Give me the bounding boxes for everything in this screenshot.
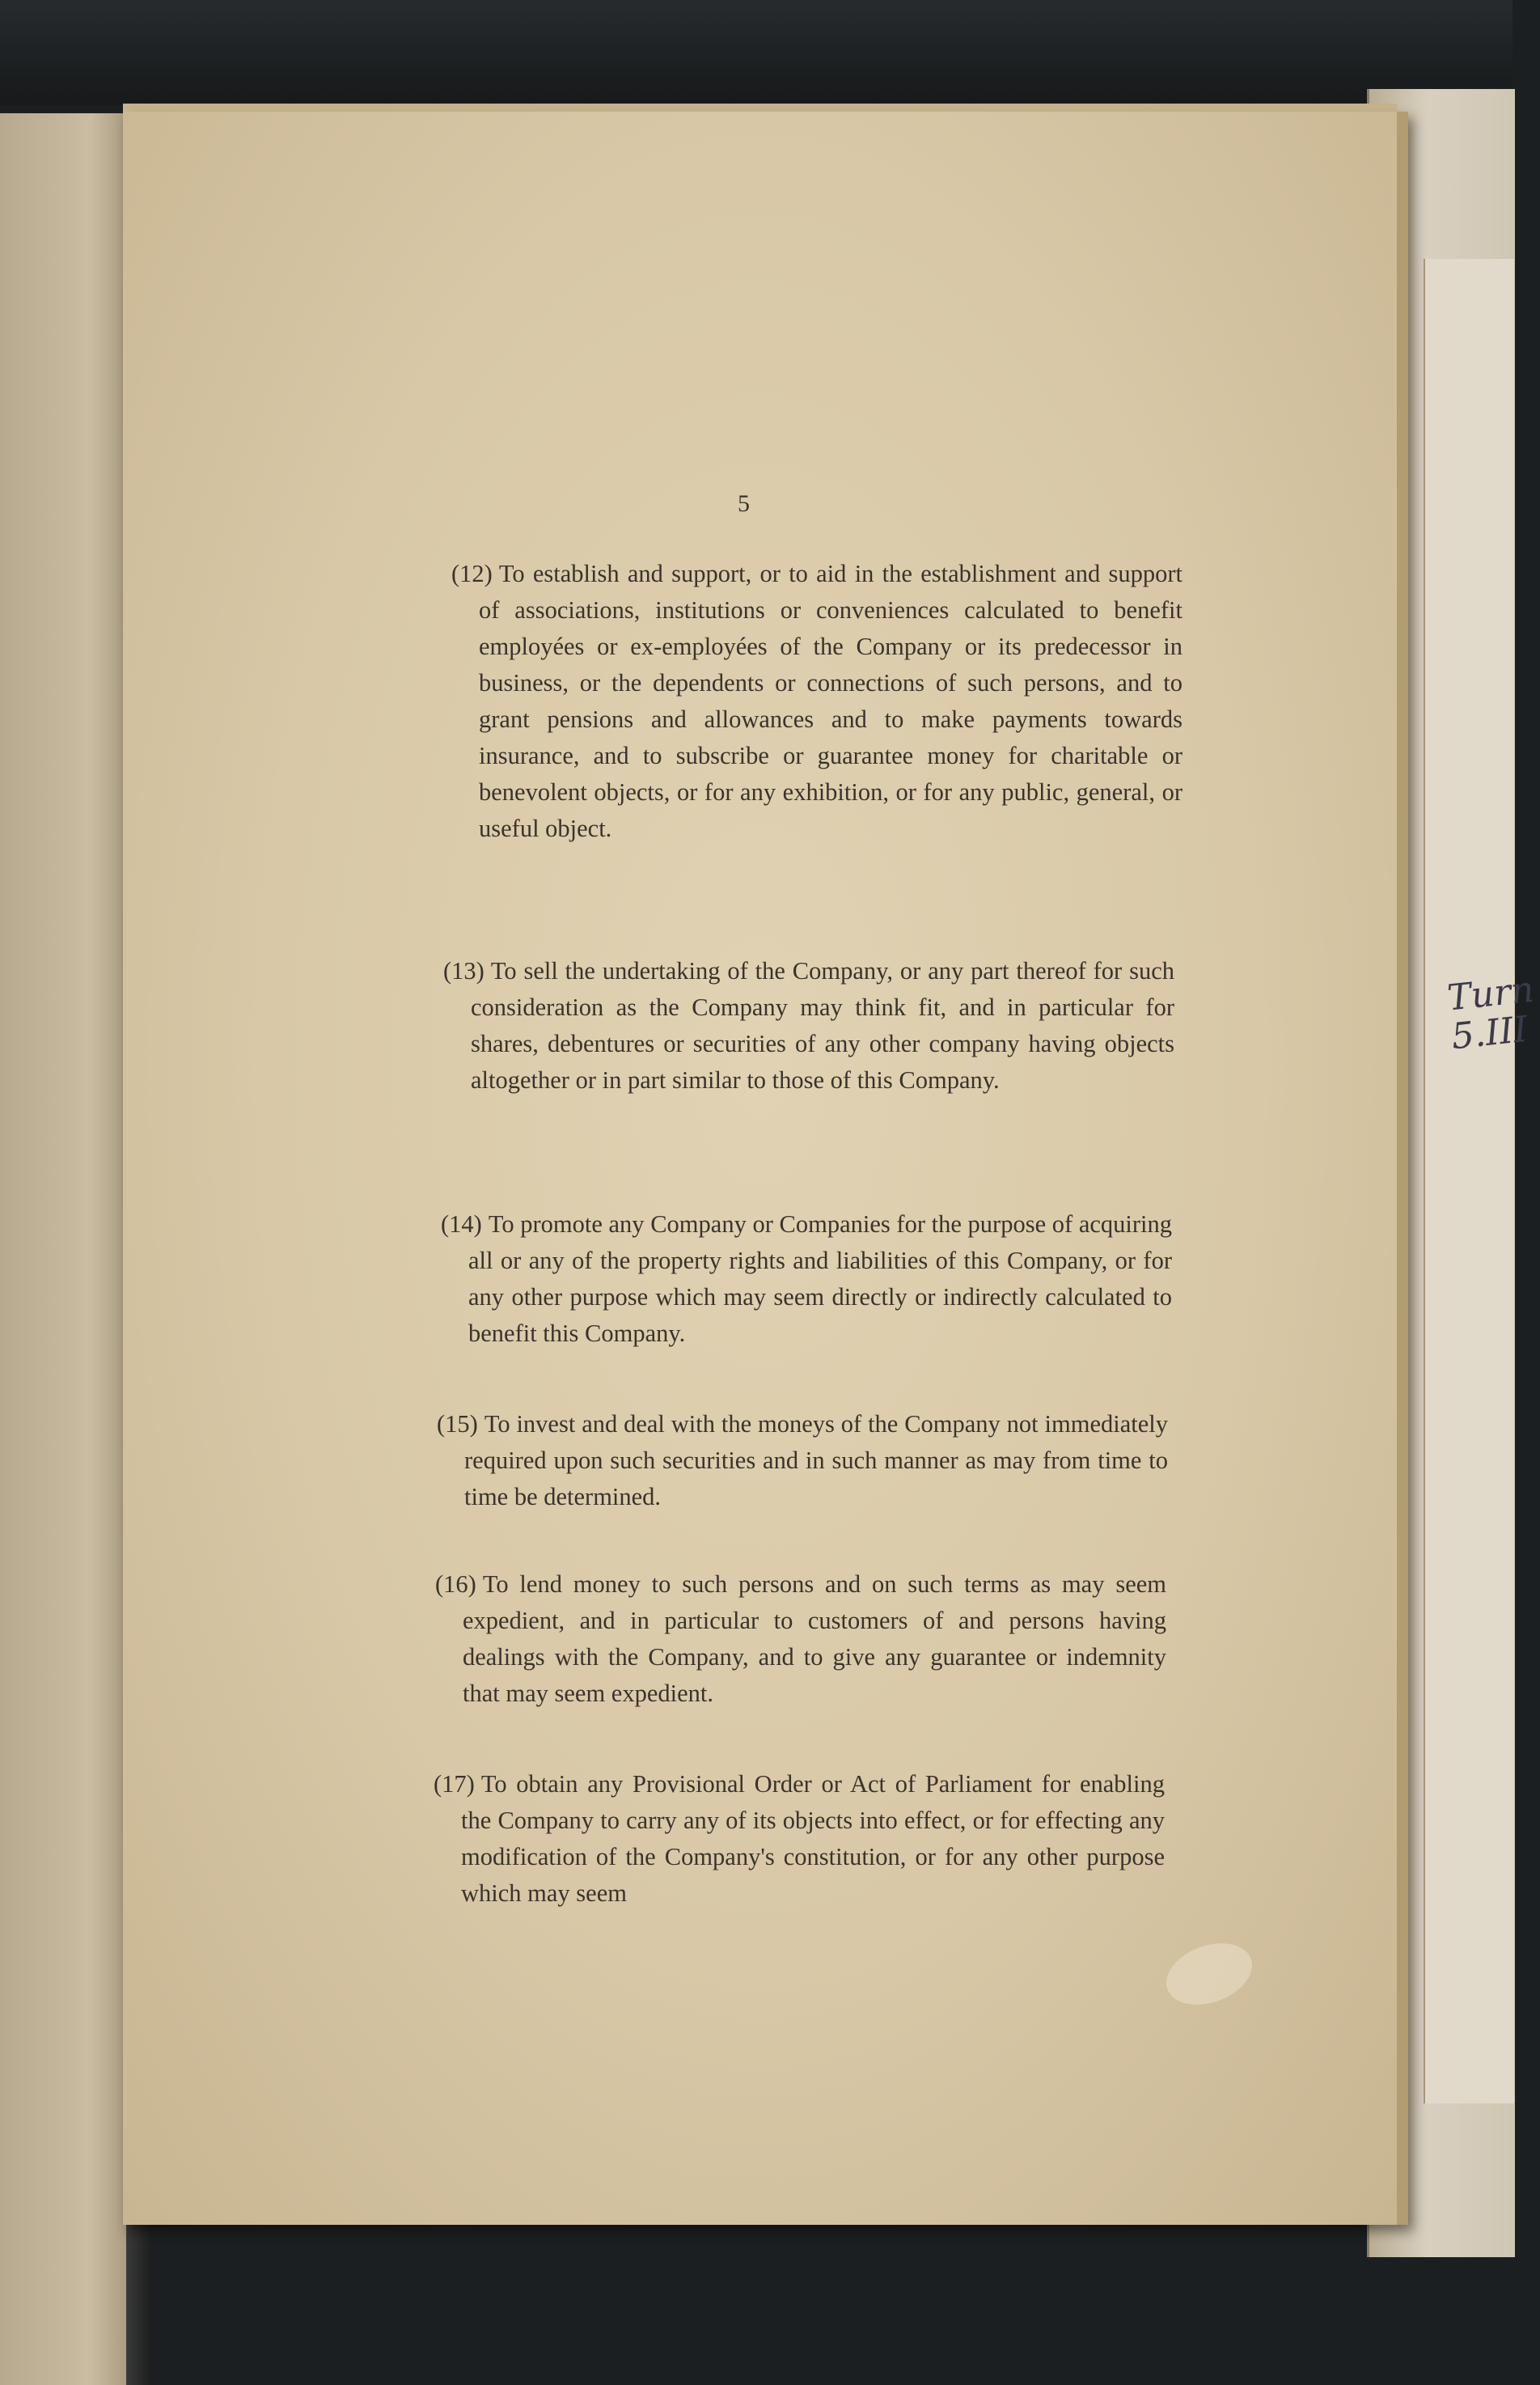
clause-15: [437, 1406, 1168, 1515]
clause-number: (17): [434, 1770, 475, 1798]
clause-number: (14): [441, 1210, 482, 1238]
clause-text: To sell the undertaking of the Company, or any part thereof for such consideration as the Company may think fit, and in particular for shares, debentures or securities of any other company having objects altogether or in part similar to those of this Company.: [471, 957, 1174, 1094]
clause-text: To lend money to such persons and on such terms as may seem expedient, and in particular to customers of and persons having dealings with the Company, and to give any guarantee or indemnity that may seem expedient.: [463, 1570, 1166, 1707]
clause-13: [443, 953, 1174, 1099]
clause-number: (15): [437, 1410, 478, 1438]
facing-page: [0, 113, 129, 2385]
clause-12: [451, 556, 1182, 847]
clause-17: [434, 1766, 1165, 1912]
clause-text: To promote any Company or Companies for the purpose of acquiring all or any of the property rights and liabilities of this Company, or for any other purpose which may seem directly or indirectly calculated to benefit this Company.: [468, 1210, 1172, 1347]
underlying-sheet: [1424, 259, 1514, 2103]
clause-text: To obtain any Provisional Order or Act of Parliament for enabling the Company to carry any of its objects into effect, or for effecting any modification of the Company's constitution, or for any other purpose which may seem: [461, 1770, 1165, 1907]
clause-text: To invest and deal with the moneys of the Company not immediately required upon such securities and in such manner as may from time to time be determined.: [464, 1410, 1168, 1510]
clause-number: (13): [443, 957, 484, 985]
clause-number: (12): [451, 560, 493, 587]
book-binding: [0, 0, 1512, 105]
clause-14: [441, 1206, 1172, 1352]
clause-number: (16): [435, 1570, 476, 1598]
handwritten-note: Turn 5.III: [1445, 968, 1536, 1058]
clause-text: To establish and support, or to aid in the establishment and support of associations, institutions or conveniences calculated to benefit employées or ex-employées of the Company or its predecessor in business, or the dependents or connections of such persons, and to grant pensions and allowances and to make payments towards insurance, and to subscribe or guarantee money for charitable or benevolent objects, or for any exhibition, or for any public, general, or useful object.: [479, 560, 1182, 842]
clause-16: [435, 1566, 1166, 1712]
page-number: 5: [738, 490, 750, 517]
